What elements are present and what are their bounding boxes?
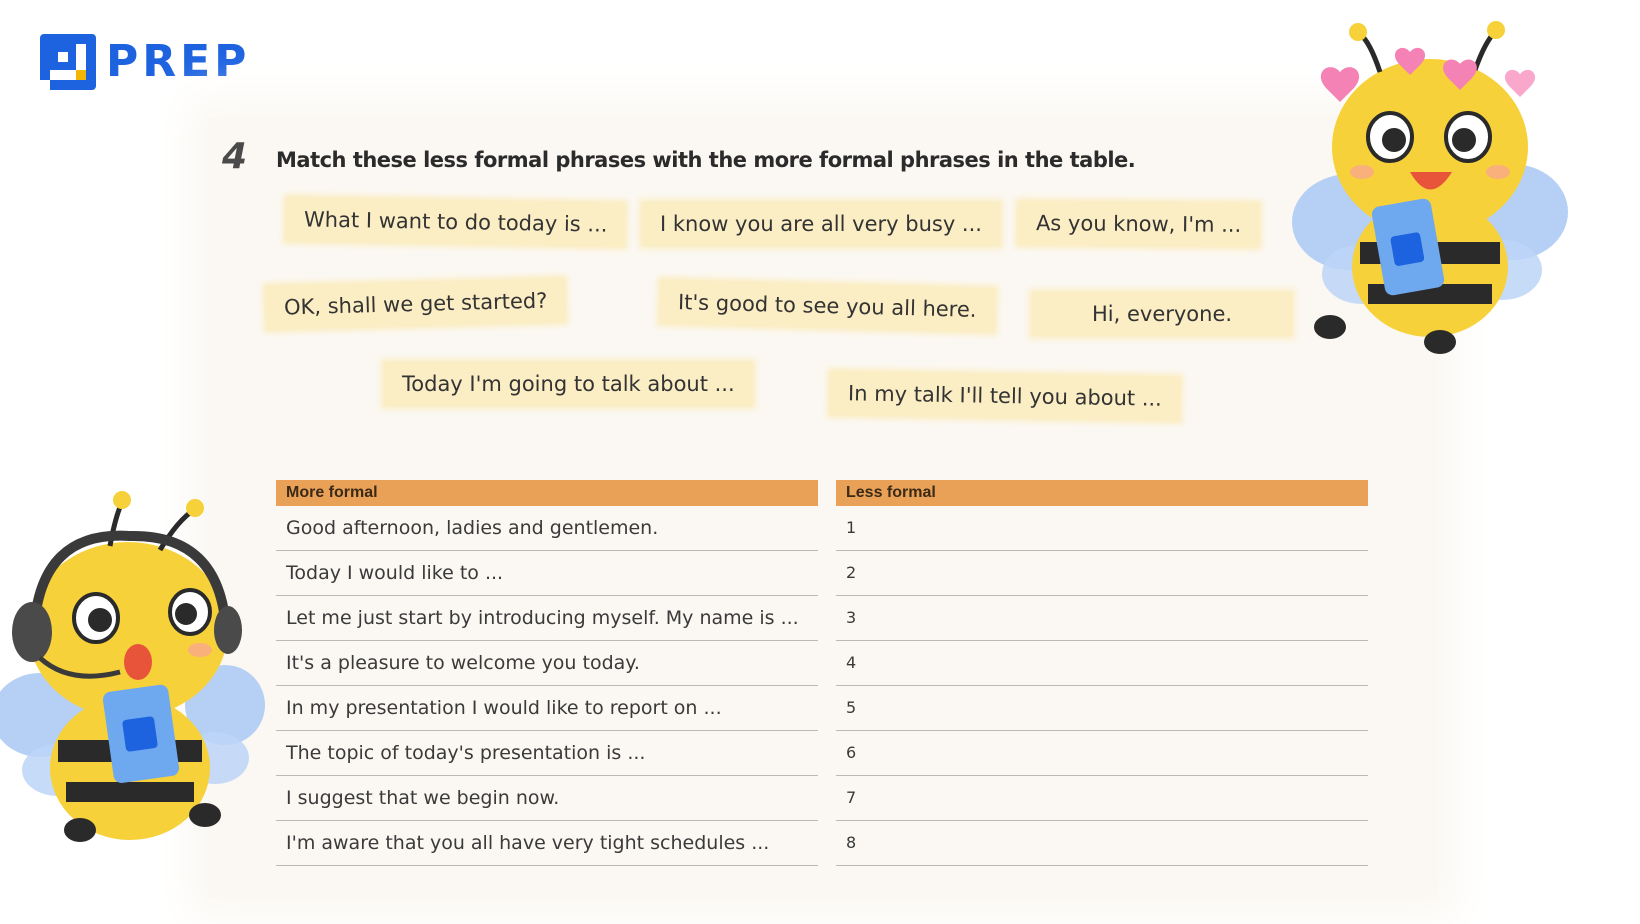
answer-row: 8 (836, 821, 1368, 866)
answer-row: 6 (836, 731, 1368, 776)
table-row: Good afternoon, ladies and gentlemen. (276, 506, 818, 551)
more-formal-column (276, 480, 818, 866)
more-formal-header: More formal (276, 480, 818, 506)
exercise-number: 4 (222, 136, 248, 177)
prep-logo (40, 34, 250, 90)
answer-row: 7 (836, 776, 1368, 821)
table-row: The topic of today's presentation is ... (276, 731, 818, 776)
bee-mascot-hearts-icon (1290, 12, 1570, 372)
answer-row: 1 (836, 506, 1368, 551)
phrase-card: Hi, everyone. (1032, 292, 1292, 336)
brand-name: PREP (106, 36, 251, 87)
table-row: I'm aware that you all have very tight schedules ... (276, 821, 818, 866)
answer-row: 4 (836, 641, 1368, 686)
answer-row: 3 (836, 596, 1368, 641)
table-row: Today I would like to ... (276, 551, 818, 596)
table-row: In my presentation I would like to report on ... (276, 686, 818, 731)
phrase-card: Today I'm going to talk about ... (384, 362, 753, 406)
prep-logo-icon (40, 34, 96, 90)
less-formal-column (836, 480, 1368, 866)
textbook-page (208, 118, 1438, 898)
table-row: I suggest that we begin now. (276, 776, 818, 821)
exercise-instruction: Match these less formal phrases with the more formal phrases in the table. (276, 148, 1136, 172)
phrase-card: As you know, I'm ... (1018, 201, 1260, 247)
answer-row: 5 (836, 686, 1368, 731)
answer-row: 2 (836, 551, 1368, 596)
phrase-card: I know you are all very busy ... (642, 202, 1000, 246)
phrase-card: What I want to do today is ... (286, 197, 626, 247)
bee-mascot-headset-icon (0, 490, 270, 870)
phrase-card: It's good to see you all here. (659, 280, 995, 333)
phrase-card: In my talk I'll tell you about ... (830, 371, 1181, 421)
table-row: It's a pleasure to welcome you today. (276, 641, 818, 686)
phrase-card: OK, shall we get started? (265, 278, 565, 330)
less-formal-header: Less formal (836, 480, 1368, 506)
table-row: Let me just start by introducing myself. My name is ... (276, 596, 818, 641)
